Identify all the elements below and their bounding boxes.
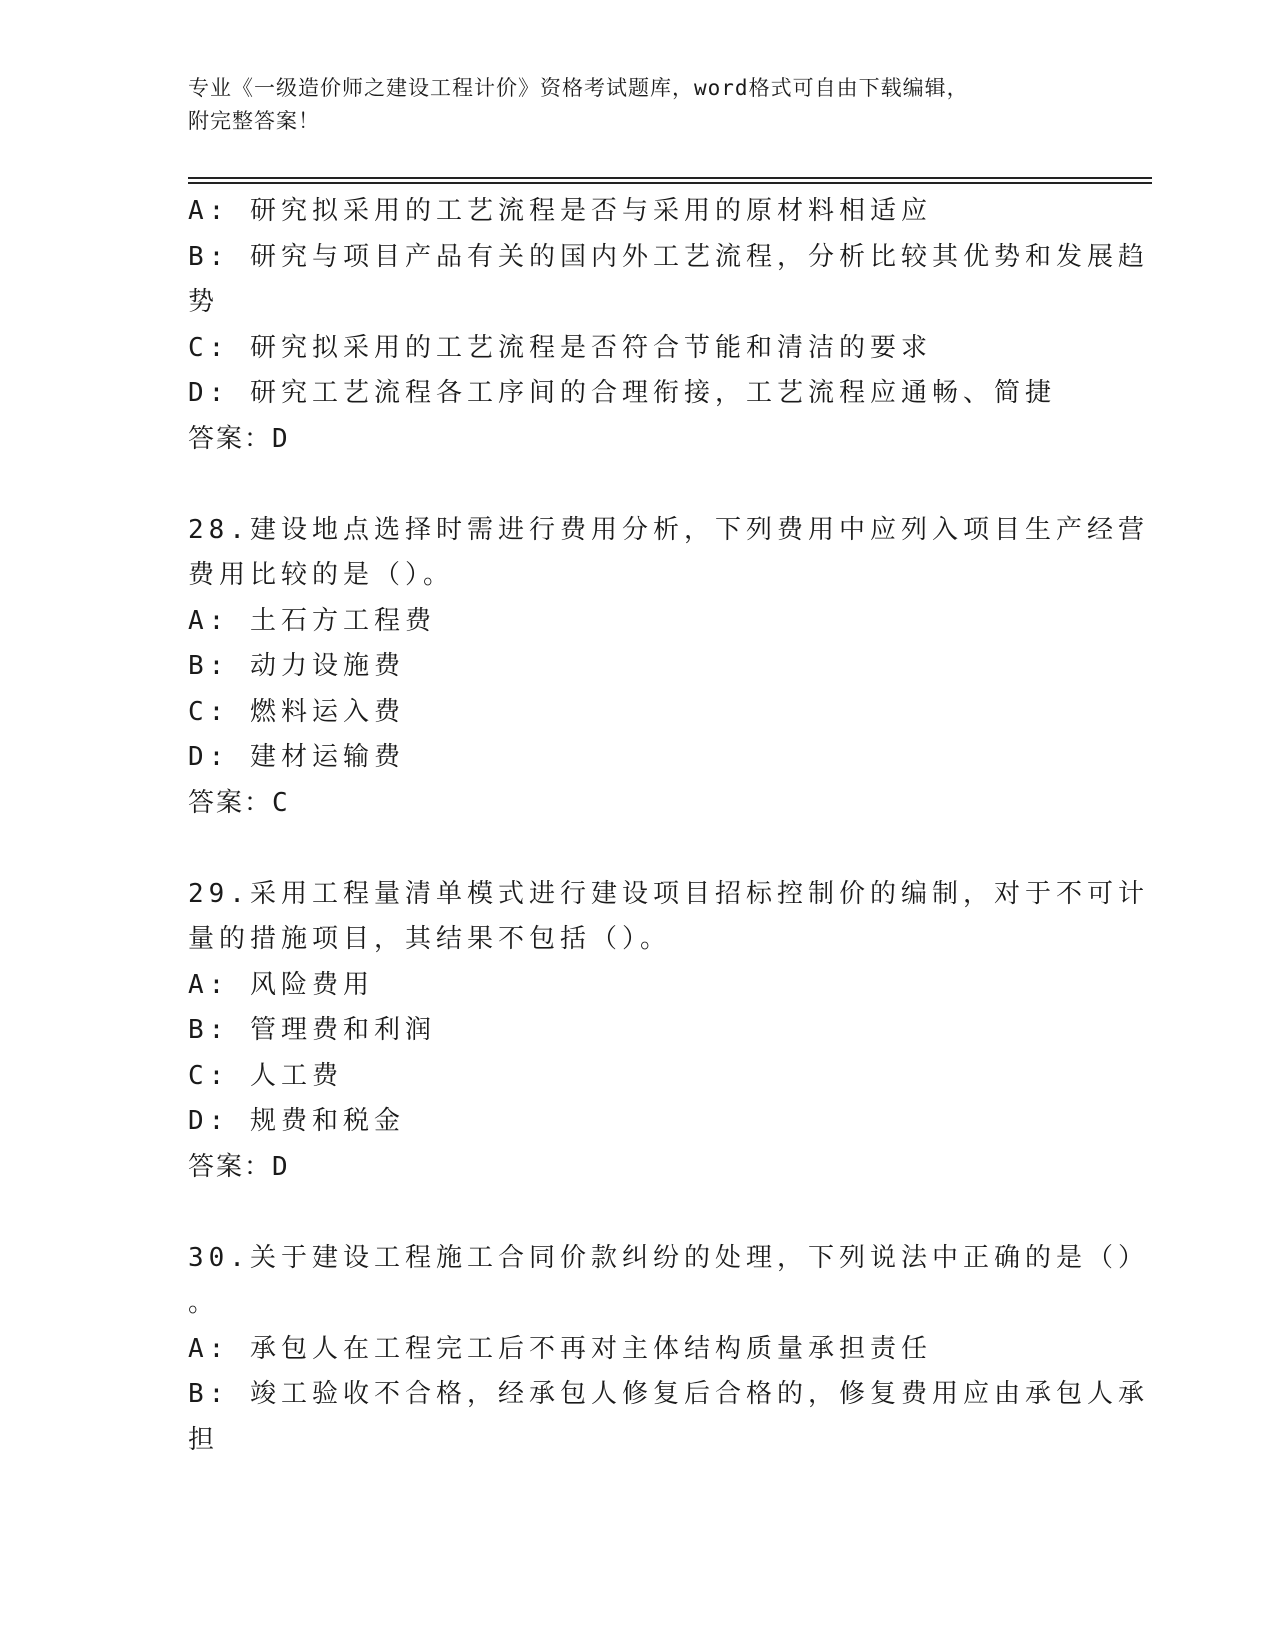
option-d: D: 规费和税金 xyxy=(188,1106,405,1136)
option-a: A: 研究拟采用的工艺流程是否与采用的原材料相适应 xyxy=(188,196,932,226)
option-b: B: 研究与项目产品有关的国内外工艺流程，分析比较其优势和发展趋 xyxy=(188,241,1149,272)
option-c: C: 人工费 xyxy=(188,1060,343,1091)
option-a: A: 风险费用 xyxy=(188,969,374,1000)
spacer xyxy=(188,826,1088,872)
spacer xyxy=(188,1190,1088,1236)
header-divider-top xyxy=(188,177,1152,179)
question-list xyxy=(188,189,1149,1463)
question-text: 30.关于建设工程施工合同价款纠纷的处理，下列说法中正确的是（） xyxy=(188,1242,1149,1273)
spacer xyxy=(188,462,1088,508)
question-30-block xyxy=(188,1236,1149,1464)
option-c: C: 研究拟采用的工艺流程是否符合节能和清洁的要求 xyxy=(188,332,932,363)
answer-label: 答案：D xyxy=(188,1151,290,1182)
question-text: 28.建设地点选择时需进行费用分析，下列费用中应列入项目生产经营 xyxy=(188,514,1149,545)
question-27-block xyxy=(188,189,1149,462)
option-b: B: 动力设施费 xyxy=(188,651,405,681)
option-b-continued: 担 xyxy=(188,1424,220,1455)
option-b: B: 管理费和利润 xyxy=(188,1015,436,1045)
option-b: B: 竣工验收不合格，经承包人修复后合格的，修复费用应由承包人承 xyxy=(188,1379,1149,1409)
option-c: C: 燃料运入费 xyxy=(188,696,405,727)
question-text-continued: 。 xyxy=(188,1288,220,1318)
header-line-2: 附完整答案！ xyxy=(188,109,320,133)
option-b-continued: 势 xyxy=(188,287,220,317)
question-28-block xyxy=(188,508,1149,827)
option-a: A: 承包人在工程完工后不再对主体结构质量承担责任 xyxy=(188,1333,932,1364)
answer-label: 答案：C xyxy=(188,787,290,818)
question-text-continued: 费用比较的是（）。 xyxy=(188,560,455,590)
header-line-1: 专业《一级造价师之建设工程计价》资格考试题库，word格式可自由下载编辑， xyxy=(188,76,969,100)
option-d: D: 建材运输费 xyxy=(188,742,405,772)
question-29-block xyxy=(188,872,1149,1191)
header-divider-bottom xyxy=(188,182,1152,184)
question-text-continued: 量的措施项目，其结果不包括（）。 xyxy=(188,924,672,954)
answer-label: 答案：D xyxy=(188,423,290,454)
option-a: A: 土石方工程费 xyxy=(188,605,436,636)
question-text: 29.采用工程量清单模式进行建设项目招标控制价的编制，对于不可计 xyxy=(188,878,1149,909)
option-d: D: 研究工艺流程各工序间的合理衔接，工艺流程应通畅、简捷 xyxy=(188,378,1056,408)
document-header xyxy=(188,72,1068,138)
